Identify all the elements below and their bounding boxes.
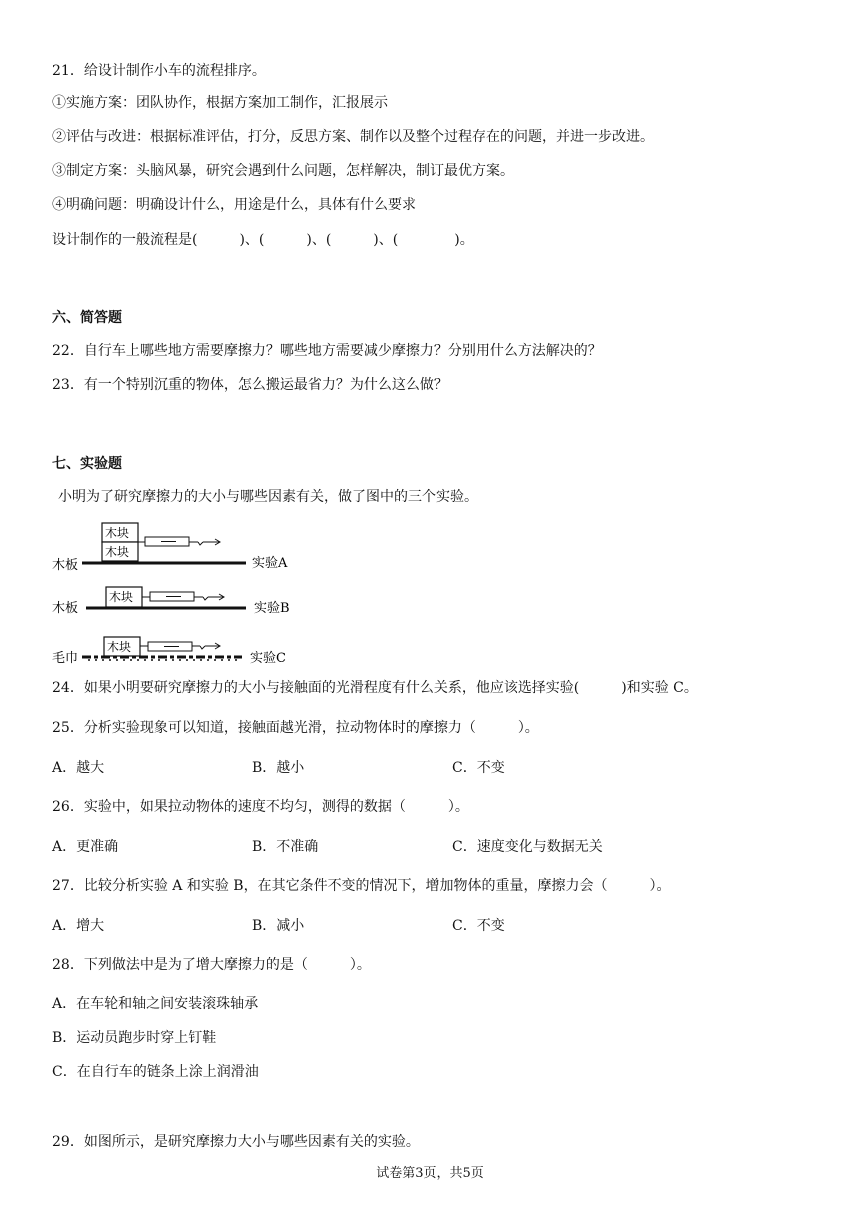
q28-stem: 28．下列做法中是为了增大摩擦力的是（ ）。 <box>52 957 371 973</box>
q27-option-b: B．减小 <box>252 918 305 934</box>
block-a-top-label: 木块 <box>105 526 130 540</box>
experiment-label-b: 实验B <box>254 601 290 616</box>
block-b-label: 木块 <box>109 590 134 604</box>
q26-option-c: C．速度变化与数据无关 <box>452 839 603 855</box>
q28-option-c: C．在自行车的链条上涂上润滑油 <box>52 1064 259 1080</box>
surface-label-b: 木板 <box>52 601 79 616</box>
q25-option-a: A．越大 <box>52 760 105 776</box>
experiment-label-a: 实验A <box>252 556 288 571</box>
q21-step-1: ①实施方案：团队协作，根据方案加工制作，汇报展示 <box>52 95 388 111</box>
q24-text: 24．如果小明要研究摩擦力的大小与接触面的光滑程度有什么关系，他应该选择实验( )和实验 C。 <box>52 680 698 696</box>
q26-option-a: A．更准确 <box>52 839 119 855</box>
q22-text: 22．自行车上哪些地方需要摩擦力？哪些地方需要减少摩擦力？分别用什么方法解决的？ <box>52 343 602 359</box>
q26-stem: 26．实验中，如果拉动物体的速度不均匀，测得的数据（ ）。 <box>52 799 469 815</box>
section-7-heading: 七、实验题 <box>52 456 122 472</box>
q21-title: 21．给设计制作小车的流程排序。 <box>52 63 266 79</box>
friction-experiment-figure <box>48 520 308 670</box>
q23-text: 23．有一个特别沉重的物体，怎么搬运最省力？为什么这么做？ <box>52 377 448 393</box>
q29-text: 29．如图所示，是研究摩擦力大小与哪些因素有关的实验。 <box>52 1134 420 1150</box>
q21-step-2: ②评估与改进：根据标准评估，打分，反思方案、制作以及整个过程存在的问题，并进一步改进。 <box>52 129 654 145</box>
q21-step-3: ③制定方案：头脑风暴，研究会遇到什么问题，怎样解决，制订最优方案。 <box>52 163 514 179</box>
block-c-label: 木块 <box>107 640 132 654</box>
surface-label-a: 木板 <box>52 558 79 573</box>
experiment-label-c: 实验C <box>250 651 286 666</box>
q28-option-b: B．运动员跑步时穿上钉鞋 <box>52 1030 217 1046</box>
q21-answer-line: 设计制作的一般流程是( )、( )、( )、( )。 <box>52 232 474 248</box>
q27-option-a: A．增大 <box>52 918 105 934</box>
q26-option-b: B．不准确 <box>252 839 319 855</box>
q27-option-c: C．不变 <box>452 918 505 934</box>
q25-stem: 25．分析实验现象可以知道，接触面越光滑，拉动物体时的摩擦力（ ）。 <box>52 720 539 736</box>
section-7-intro: 小明为了研究摩擦力的大小与哪些因素有关，做了图中的三个实验。 <box>58 489 478 505</box>
q25-option-b: B．越小 <box>252 760 305 776</box>
q25-option-c: C．不变 <box>452 760 505 776</box>
block-a-bottom-label: 木块 <box>105 545 130 559</box>
section-6-heading: 六、简答题 <box>52 310 122 326</box>
q21-step-4: ④明确问题：明确设计什么，用途是什么，具体有什么要求 <box>52 197 416 213</box>
q27-stem: 27．比较分析实验 A 和实验 B，在其它条件不变的情况下，增加物体的重量，摩擦力会（ ）。 <box>52 878 671 894</box>
page-footer: 试卷第3页，共5页 <box>376 1166 484 1181</box>
q28-option-a: A．在车轮和轴之间安装滚珠轴承 <box>52 996 259 1012</box>
surface-label-c: 毛巾 <box>52 651 79 666</box>
